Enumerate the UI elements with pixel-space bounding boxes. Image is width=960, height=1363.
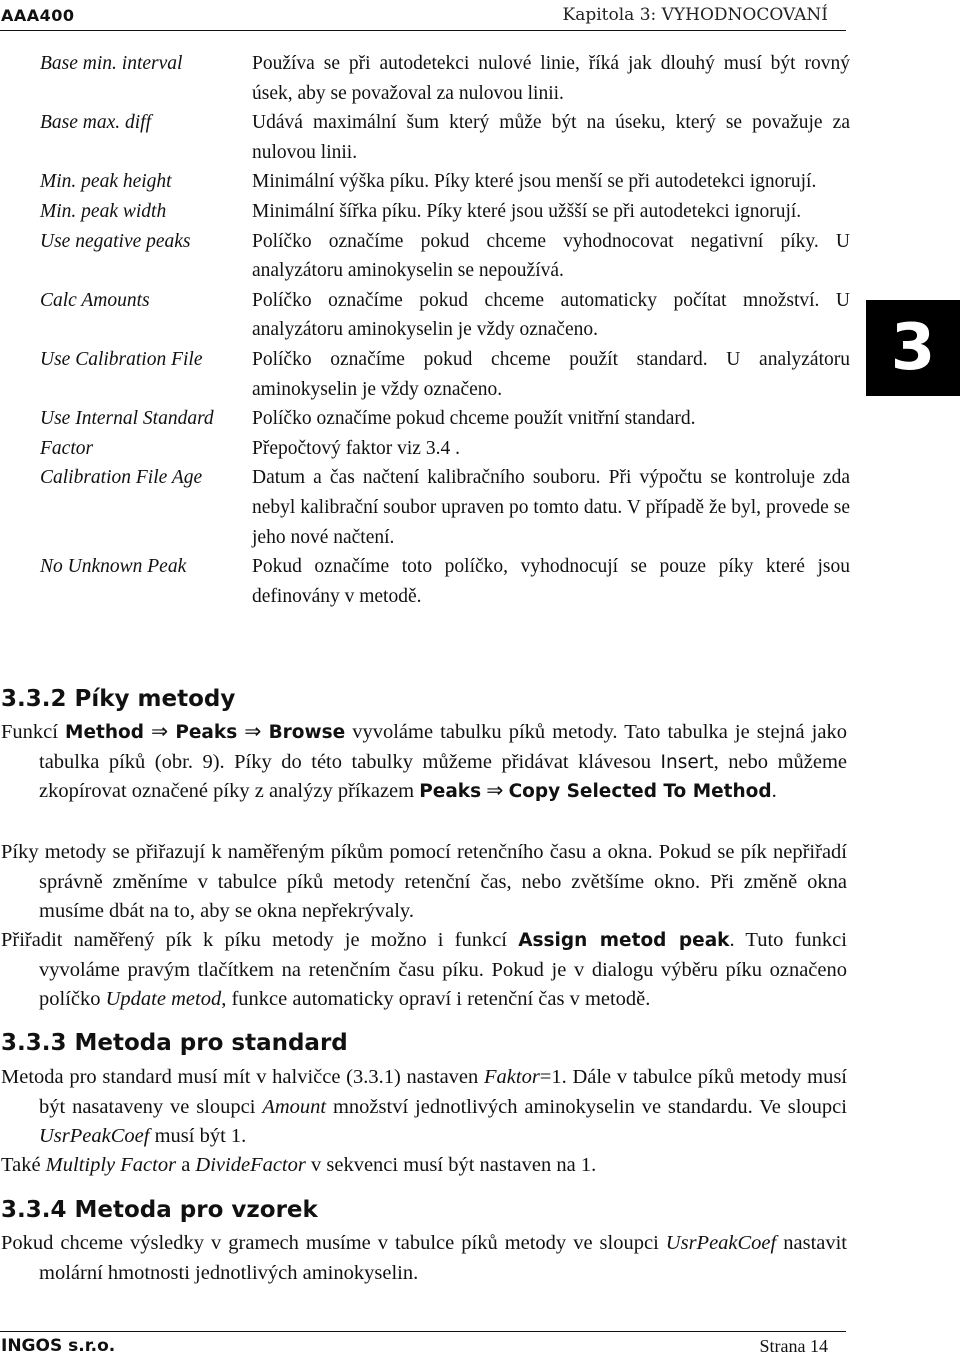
text: v sekvenci musí být nastaven na 1. (305, 1154, 597, 1176)
menu-peaks: Peaks (419, 781, 482, 803)
text: vyvoláme tabulku píků metody. Tato tabulka je stejná jako tabulka píků (obr. 9). Píky do této tabulky můžeme přidávat klávesou (39, 721, 847, 773)
term: Amount (262, 1095, 327, 1118)
definition-row (40, 434, 850, 464)
menu-assign-peak: Assign metod peak (518, 930, 730, 951)
definition-desc: Minimální šířka píku. Píky které jsou užšší se při autodetekci ignorují. (252, 200, 802, 222)
term: UsrPeakCoef (665, 1232, 777, 1254)
section-heading-3-3-3: 3.3.3 Metoda pro standard (1, 1030, 348, 1056)
text: Metoda pro standard musí mít v halvičce (3.3.1) nastaven (1, 1066, 484, 1088)
definition-term: Use Internal Standard (40, 408, 214, 430)
term: Faktor (484, 1066, 540, 1088)
definition-term: Min. peak height (40, 171, 172, 193)
page-footer (0, 1331, 846, 1356)
definition-desc: Políčko označíme pokud chceme vyhodnocovat negativní píky. U analyzátoru aminokyselin se nepoužívá. (252, 230, 850, 282)
term: DivideFactor (195, 1154, 306, 1176)
definition-desc: Datum a čas načtení kalibračního souboru. Při výpočtu se kontroluje zda nebyl kalibrační soubor upraven po tomto datu. V případě že byl, provede se jeho nové načtení. (252, 467, 850, 548)
definition-desc: Pokud označíme toto políčko, vyhodnocují se pouze píky které jsou definovány v metodě. (252, 556, 850, 607)
menu-method: Method (65, 722, 144, 743)
text: Přiřadit naměřený pík k píku metody je možno i funkcí (1, 929, 519, 951)
section-heading-3-3-4: 3.3.4 Metoda pro vzorek (1, 1197, 318, 1223)
definition-desc: Udává maximální šum který může být na úseku, který se považuje za nulovou linii. (252, 112, 850, 163)
text: nastavit molární hmotnosti jednotlivých aminokyselin. (39, 1232, 848, 1284)
definition-row (40, 227, 850, 286)
text: Také (1, 1154, 46, 1176)
company-name: INGOS s.r.o. (1, 1336, 116, 1356)
document-code: AAA400 (1, 6, 75, 25)
definition-list (40, 49, 850, 611)
text: musí být 1. (149, 1125, 247, 1148)
text: , nebo můžeme zkopírovat označené píky z analýzy příkazem (39, 750, 848, 803)
definition-row (40, 286, 850, 345)
menu-browse: Browse (268, 722, 346, 743)
definition-term: Use negative peaks (40, 230, 191, 252)
option-update-metod: Update metod (105, 988, 222, 1011)
definition-term: Base min. interval (40, 53, 183, 74)
definition-desc: Minimální výška píku. Píky které jsou menší se při autodetekci ignorují. (252, 171, 817, 193)
paragraph: Píky metody se přiřazují k naměřeným píkům pomocí retenčního času a okna. Pokud se pík nepřiřadí správně změníme v tabulce píků metody retenční čas, nebo zvětšíme okno. Při změně okna musíme dbát na to, aby se okna nepřekrývaly. (1, 841, 847, 923)
paragraph (1, 1151, 847, 1181)
definition-term: No Unknown Peak (40, 556, 187, 578)
arrow-icon: ⇒ (143, 721, 176, 743)
text: a (176, 1154, 196, 1176)
definition-term: Min. peak width (40, 200, 167, 222)
text: Pokud chceme výsledky v gramech musíme v tabulce píků metody ve sloupci (1, 1232, 666, 1254)
paragraph (1, 1229, 847, 1288)
definition-desc: Políčko označíme pokud chceme použít standard. U analyzátoru aminokyselin je vždy označeno. (252, 348, 850, 400)
definition-desc: Přepočtový faktor viz 3.4 . (252, 437, 460, 459)
definition-row (40, 197, 850, 227)
text: =1. Dále v tabulce píků metody musí být nasataveny ve sloupci (39, 1066, 847, 1118)
definition-desc: Políčko označíme pokud chceme automaticky počítat množství. U analyzátoru aminokyselin je vždy označeno. (252, 289, 850, 341)
definition-row (40, 463, 850, 552)
definition-row (40, 49, 850, 108)
paragraph (1, 718, 847, 807)
text: . Tuto funkci vyvoláme pravým tlačítkem na retenčním času píku. Pokud je v dialogu výběru píku označeno políčko (39, 929, 847, 1011)
chapter-tab: 3 (866, 300, 960, 396)
definition-row (40, 552, 850, 611)
page-header (0, 0, 846, 31)
menu-peaks: Peaks (175, 722, 238, 743)
page-number: Strana 14 (759, 1336, 828, 1356)
definition-term: Base max. diff (40, 112, 152, 134)
paragraph (1, 926, 847, 1015)
definition-desc: Používa se při autodetekci nulové linie, říká jak dlouhý musí být rovný úsek, aby se považoval za nulovou linii. (252, 53, 850, 104)
arrow-icon: ⇒ (481, 780, 509, 803)
definition-term: Use Calibration File (40, 348, 203, 370)
text: množství jednotlivých aminokyselin ve standardu. Ve sloupci (326, 1095, 847, 1118)
definition-desc: Políčko označíme pokud chceme použít vnitřní standard. (252, 408, 696, 430)
definition-row (40, 345, 850, 404)
definition-term: Calibration File Age (40, 467, 203, 489)
term: UsrPeakCoef (39, 1125, 150, 1148)
term: Multiply Factor (45, 1154, 177, 1176)
text: Funkcí (1, 721, 66, 743)
text: , funkce automaticky opraví i retenční čas v metodě. (221, 988, 651, 1011)
paragraph (1, 1063, 847, 1152)
arrow-icon: ⇒ (237, 721, 269, 743)
definition-row (40, 108, 850, 167)
key-insert: Insert (660, 751, 714, 773)
menu-copy-selected: Copy Selected To Method (508, 781, 772, 803)
chapter-title: Kapitola 3: VYHODNOCOVANÍ (562, 5, 828, 25)
definition-row (40, 404, 850, 434)
section-heading-3-3-2: 3.3.2 Píky metody (1, 686, 236, 712)
definition-row (40, 167, 850, 197)
definition-term: Calc Amounts (40, 289, 150, 311)
definition-term: Factor (40, 437, 94, 459)
text: . (771, 780, 777, 803)
